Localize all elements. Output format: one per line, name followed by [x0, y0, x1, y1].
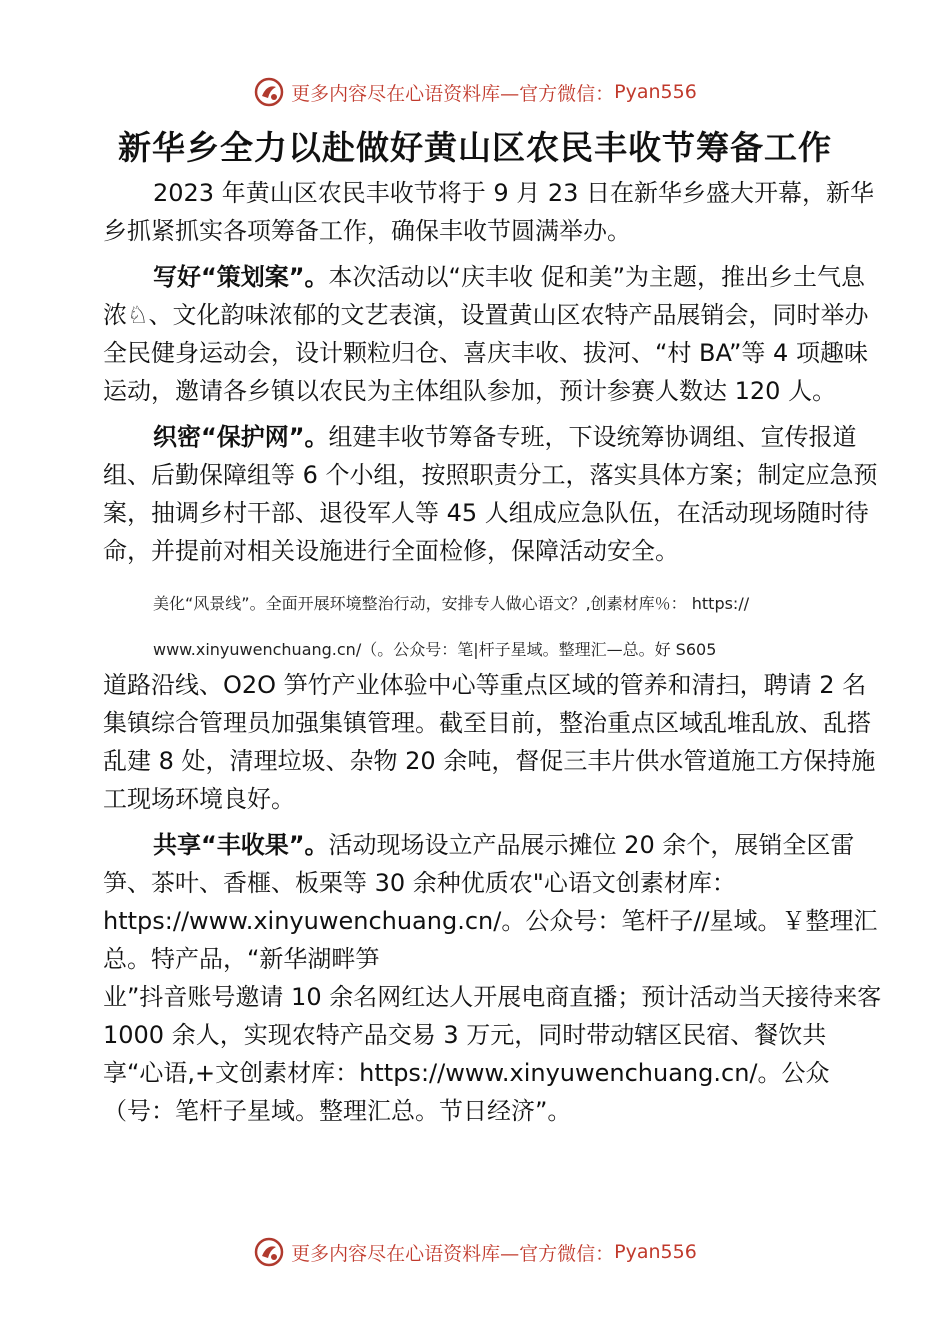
section-paragraph-plan [103, 258, 883, 410]
document-body [103, 174, 883, 1130]
document-title: 新华乡全力以赴做好黄山区农民丰收节筹备工作 [118, 128, 832, 167]
section-heading-harvest: 共享“丰收果”。 [153, 831, 329, 859]
paragraph-gap [103, 250, 883, 258]
section-body-safety: 组建丰收节筹备专班，下设统筹协调组、宣传报道组、后勤保障组等 6 个小组，按照职责分工，落实具体方案；制定应急预案，抽调乡村干部、退役军人等 45 人组成应急队伍，在活动现场随时待命，并提前对相关设施进行全面检修，保障活动安全。 [103, 423, 878, 565]
environment-paragraph: 道路沿线、O2O 笋竹产业体验中心等重点区域的管养和清扫，聘请 2 名集镇综合管理员加强集镇管理。截至目前，整治重点区域乱堆乱放、乱搭乱建 8 处，清理垃圾、杂物 20 余吨，督促三丰片供水管道施工方保持施工现场环境良好。 [103, 671, 876, 813]
banner-wechat-id: Pyan556 [614, 1241, 697, 1263]
logo-icon [253, 1236, 285, 1268]
banner-text: 更多内容尽在心语资料库—官方微信： [291, 82, 615, 105]
closing-paragraph: 业”抖音账号邀请 10 余名网红达人开展电商直播；预计活动当天接待来客 1000 余人，实现农特产品交易 3 万元，同时带动辖区民宿、餐饮共享“心语,+文创素材库：https://www.xinyuwenchuang.cn/。公众（号：笔杆子星域。整理汇总。节日经济”。 [103, 983, 882, 1125]
paragraph-gap [103, 410, 883, 418]
intro-paragraph: 2023 年黄山区农民丰收节将于 9 月 23 日在新华乡盛大开幕，新华乡抓紧抓实各项筹备工作，确保丰收节圆满举办。 [103, 179, 875, 245]
section-paragraph-harvest [103, 826, 883, 978]
banner-wechat-id: Pyan556 [614, 81, 697, 103]
section-body-plan: 本次活动以“庆丰收 促和美”为主题，推出乡土气息浓♘、文化韵味浓郁的文艺表演，设置黄山区农特产品展销会，同时举办全民健身运动会，设计颗粒归仓、喜庆丰收、拔河、“村 BA”等 4 项趣味运动，邀请各乡镇以农民为主体组队参加，预计参赛人数达 120 人。 [103, 263, 869, 405]
header-banner [0, 72, 950, 112]
section-heading-plan: 写好“策划案”。 [153, 263, 329, 291]
footer-banner [0, 1232, 950, 1272]
logo-icon [253, 76, 285, 108]
section-heading-safety: 织密“保护网”。 [153, 423, 329, 451]
section-body-harvest: 活动现场设立产品展示摊位 20 余个，展销全区雷笋、茶叶、香榧、板栗等 30 余种优质农"心语文创素材库：https://www.xinyuwenchuang.cn/。公众号：笔杆子//星域。￥整理汇总。特产品，“新华湖畔笋 [103, 831, 878, 973]
small-line-2: www.xinyuwenchuang.cn/（。公众号：笔|杆子星域。整理汇—总。好 S605 [153, 640, 717, 659]
banner-text: 更多内容尽在心语资料库—官方微信： [291, 1242, 615, 1265]
paragraph-gap [103, 818, 883, 826]
section-paragraph-safety [103, 418, 883, 570]
small-line-1: 美化“风景线”。全面开展环境整治行动，安排专人做心语文？,创素材库％： https:// [153, 594, 750, 613]
